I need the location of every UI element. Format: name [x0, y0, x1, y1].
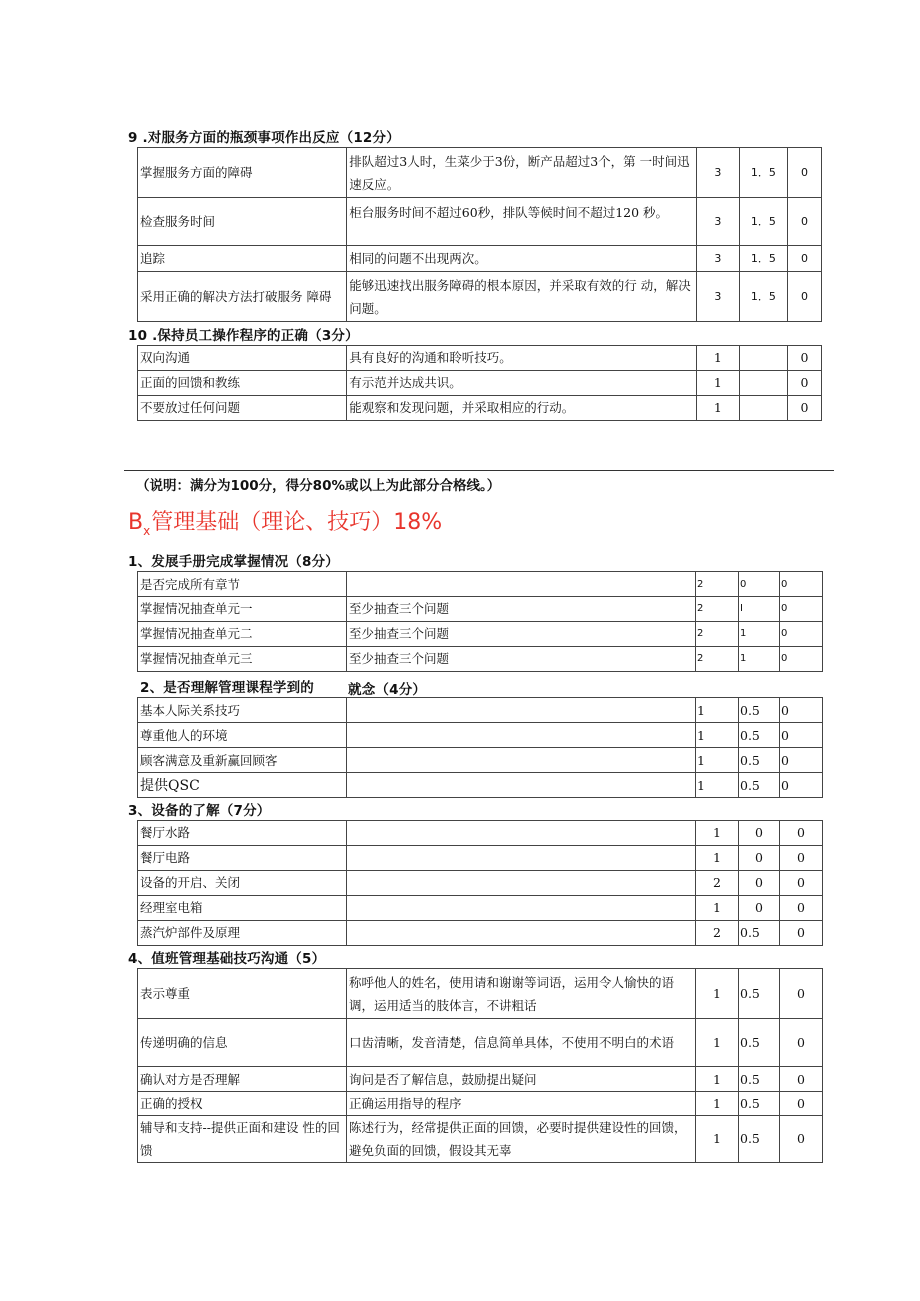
section-b-heading: 管理基础（理论、技巧）18% — [151, 510, 443, 535]
desc-cell: 具有良好的沟通和聆听技巧。 — [347, 346, 697, 371]
score-partial: 0.5 — [739, 773, 780, 798]
score-zero: 0 — [780, 1092, 823, 1116]
item-cell: 蒸汽炉部件及原理 — [138, 921, 347, 946]
section-b-subscript: x — [143, 524, 151, 538]
item-cell: 传递明确的信息 — [138, 1019, 347, 1067]
table-row — [138, 346, 822, 371]
b1-table — [137, 571, 823, 672]
score-zero: 0 — [787, 272, 821, 322]
section-10-table — [137, 345, 822, 421]
desc-cell: 至少抽查三个问题 — [347, 647, 696, 672]
score-full: 2 — [696, 622, 739, 647]
table-row — [138, 1067, 823, 1092]
score-full: 2 — [696, 921, 739, 946]
desc-cell — [347, 846, 696, 871]
desc-cell — [347, 921, 696, 946]
score-zero: 0 — [787, 371, 821, 396]
desc-cell: 相同的问题不出现两次。 — [347, 246, 697, 272]
score-zero: 0 — [787, 346, 821, 371]
score-zero: 0 — [780, 1067, 823, 1092]
score-zero: 0 — [780, 1116, 823, 1163]
score-partial: 1．5 — [739, 272, 787, 322]
table-row — [138, 698, 823, 723]
item-cell: 餐厅水路 — [138, 821, 347, 846]
b3-title: 3、设备的了解（7分） — [128, 803, 271, 819]
score-partial: 0 — [739, 572, 780, 597]
score-partial: 1．5 — [739, 198, 787, 246]
score-partial: 0.5 — [739, 1019, 780, 1067]
score-zero: 0 — [780, 597, 823, 622]
score-partial: 0.5 — [739, 748, 780, 773]
score-full: 1 — [696, 846, 739, 871]
item-cell: 采用正确的解决方法打破服务 障碍 — [138, 272, 347, 322]
table-row — [138, 773, 823, 798]
desc-cell: 口齿清晰，发音清楚，信息简单具体，不使用不明白的术语 — [347, 1019, 696, 1067]
item-cell: 经理室电箱 — [138, 896, 347, 921]
score-zero: 0 — [780, 748, 823, 773]
score-zero: 0 — [787, 148, 821, 198]
item-cell: 确认对方是否理解 — [138, 1067, 347, 1092]
score-partial: 1．5 — [739, 148, 787, 198]
score-partial — [739, 396, 787, 421]
score-zero: 0 — [787, 198, 821, 246]
score-partial: 0.5 — [739, 1067, 780, 1092]
score-full: 1 — [696, 698, 739, 723]
item-cell: 掌握服务方面的障碍 — [138, 148, 347, 198]
item-cell: 掌握情况抽查单元三 — [138, 647, 347, 672]
section-9-table — [137, 147, 822, 322]
b1-title: 1、发展手册完成掌握情况（8分） — [128, 554, 339, 570]
score-partial: 1 — [739, 647, 780, 672]
item-cell: 正确的授权 — [138, 1092, 347, 1116]
score-partial: 0.5 — [739, 921, 780, 946]
score-zero: 0 — [780, 1019, 823, 1067]
score-full: 1 — [696, 1019, 739, 1067]
desc-cell — [347, 723, 696, 748]
score-partial: 0.5 — [739, 1092, 780, 1116]
score-zero: 0 — [780, 572, 823, 597]
score-full: 3 — [696, 198, 739, 246]
section-9-title: 9 .对服务方面的瓶颈事项作出反应（12分） — [128, 130, 400, 146]
score-full: 1 — [696, 821, 739, 846]
item-cell: 双向沟通 — [138, 346, 347, 371]
table-row — [138, 647, 823, 672]
desc-cell: 能观察和发现问题，并采取相应的行动。 — [347, 396, 697, 421]
score-zero: 0 — [787, 246, 821, 272]
desc-cell: 称呼他人的姓名，使用请和谢谢等词语，运用令人愉快的语调，运用适当的肢体言，不讲粗话 — [347, 969, 696, 1019]
desc-cell — [347, 748, 696, 773]
table-row — [138, 846, 823, 871]
desc-cell: 至少抽查三个问题 — [347, 597, 696, 622]
score-partial: 0 — [739, 821, 780, 846]
b2-title-left: 2、是否理解管理课程学到的 — [140, 680, 314, 696]
item-cell: 设备的开启、关闭 — [138, 871, 347, 896]
item-cell: 表示尊重 — [138, 969, 347, 1019]
section-b-prefix: B — [128, 510, 144, 535]
score-full: 1 — [696, 969, 739, 1019]
score-zero: 0 — [780, 773, 823, 798]
table-row — [138, 371, 822, 396]
item-cell: 追踪 — [138, 246, 347, 272]
score-partial — [739, 346, 787, 371]
item-cell: 掌握情况抽查单元一 — [138, 597, 347, 622]
item-cell: 顾客满意及重新赢回顾客 — [138, 748, 347, 773]
section-b-title — [128, 505, 442, 536]
b2-table — [137, 697, 823, 798]
desc-cell: 正确运用指导的程序 — [347, 1092, 696, 1116]
score-zero: 0 — [787, 396, 821, 421]
score-full: 1 — [696, 346, 739, 371]
score-zero: 0 — [780, 846, 823, 871]
section-10-title: 10 .保持员工操作程序的正确（3分） — [128, 328, 359, 344]
desc-cell: 能够迅速找出服务障碍的根本原因，并采取有效的行 动，解决问题。 — [347, 272, 697, 322]
score-partial: 0 — [739, 846, 780, 871]
desc-cell — [347, 773, 696, 798]
table-row — [138, 821, 823, 846]
item-cell: 辅导和支持--提供正面和建设 性的回馈 — [138, 1116, 347, 1163]
scoring-note: （说明：满分为100分，得分80%或以上为此部分合格线。） — [136, 478, 501, 494]
score-zero: 0 — [780, 821, 823, 846]
score-zero: 0 — [780, 969, 823, 1019]
score-full: 1 — [696, 773, 739, 798]
score-zero: 0 — [780, 871, 823, 896]
score-partial — [739, 371, 787, 396]
item-cell: 提供QSC — [138, 773, 347, 798]
divider-line — [124, 470, 834, 471]
b4-table — [137, 968, 823, 1163]
b2-title-right: 就念（4分） — [348, 682, 427, 698]
item-cell: 基本人际关系技巧 — [138, 698, 347, 723]
desc-cell: 陈述行为，经常提供正面的回馈，必要时提供建设性的回馈，避免负面的回馈，假设其无辜 — [347, 1116, 696, 1163]
table-row — [138, 622, 823, 647]
desc-cell: 至少抽查三个问题 — [347, 622, 696, 647]
score-partial: 0.5 — [739, 698, 780, 723]
desc-cell — [347, 821, 696, 846]
score-zero: 0 — [780, 723, 823, 748]
desc-cell: 柜台服务时间不超过60秒，排队等候时间不超过120 秒。 — [347, 198, 697, 246]
score-full: 1 — [696, 396, 739, 421]
desc-cell: 排队超过3人时，生菜少于3份，断产品超过3个，第 一时间迅速反应。 — [347, 148, 697, 198]
score-full: 3 — [696, 148, 739, 198]
item-cell: 不要放过任何问题 — [138, 396, 347, 421]
score-full: 2 — [696, 871, 739, 896]
desc-cell — [347, 698, 696, 723]
score-full: 1 — [696, 896, 739, 921]
table-row — [138, 969, 823, 1019]
score-zero: 0 — [780, 896, 823, 921]
b3-table — [137, 820, 823, 946]
score-partial: 0.5 — [739, 1116, 780, 1163]
b4-title: 4、值班管理基础技巧沟通（5） — [128, 951, 326, 967]
table-row — [138, 723, 823, 748]
score-partial: 1 — [739, 622, 780, 647]
table-row — [138, 246, 822, 272]
score-full: 3 — [696, 272, 739, 322]
desc-cell — [347, 871, 696, 896]
table-row — [138, 198, 822, 246]
score-partial: 0 — [739, 871, 780, 896]
table-row — [138, 1019, 823, 1067]
item-cell: 尊重他人的环境 — [138, 723, 347, 748]
score-partial: 0.5 — [739, 723, 780, 748]
score-partial: 0.5 — [739, 969, 780, 1019]
table-row — [138, 396, 822, 421]
score-zero: 0 — [780, 921, 823, 946]
score-partial: 1．5 — [739, 246, 787, 272]
table-row — [138, 871, 823, 896]
item-cell: 是否完成所有章节 — [138, 572, 347, 597]
score-full: 2 — [696, 597, 739, 622]
score-full: 1 — [696, 1092, 739, 1116]
table-row — [138, 1116, 823, 1163]
score-full: 2 — [696, 647, 739, 672]
item-cell: 餐厅电路 — [138, 846, 347, 871]
desc-cell — [347, 896, 696, 921]
score-zero: 0 — [780, 622, 823, 647]
desc-cell: 有示范并达成共识。 — [347, 371, 697, 396]
table-row — [138, 921, 823, 946]
score-partial: I — [739, 597, 780, 622]
score-zero: 0 — [780, 698, 823, 723]
table-row — [138, 896, 823, 921]
table-row — [138, 748, 823, 773]
item-cell: 检查服务时间 — [138, 198, 347, 246]
score-full: 1 — [696, 1067, 739, 1092]
score-full: 1 — [696, 371, 739, 396]
score-full: 2 — [696, 572, 739, 597]
item-cell: 正面的回馈和教练 — [138, 371, 347, 396]
table-row — [138, 572, 823, 597]
item-cell: 掌握情况抽查单元二 — [138, 622, 347, 647]
score-full: 1 — [696, 723, 739, 748]
score-full: 3 — [696, 246, 739, 272]
desc-cell — [347, 572, 696, 597]
desc-cell: 询问是否了解信息，鼓励提出疑问 — [347, 1067, 696, 1092]
table-row — [138, 148, 822, 198]
table-row — [138, 272, 822, 322]
score-partial: 0 — [739, 896, 780, 921]
table-row — [138, 1092, 823, 1116]
score-full: 1 — [696, 748, 739, 773]
score-zero: 0 — [780, 647, 823, 672]
table-row — [138, 597, 823, 622]
score-full: 1 — [696, 1116, 739, 1163]
